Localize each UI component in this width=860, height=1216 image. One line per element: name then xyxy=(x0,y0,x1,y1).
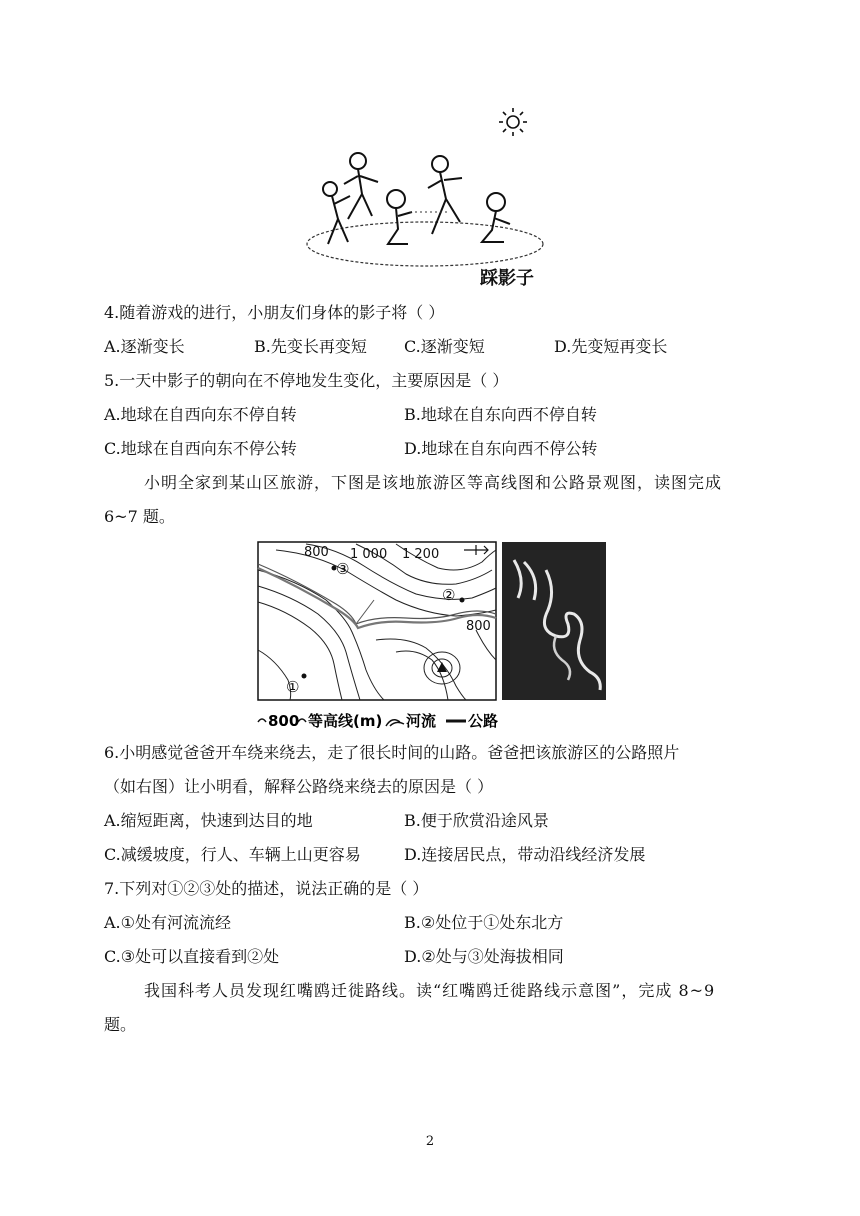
intro-6-7-line1: 小明全家到某山区旅游，下图是该地旅游区等高线图和公路景观图，读图完成 xyxy=(144,473,723,492)
sun-icon xyxy=(499,108,527,136)
q5-option-b[interactable]: B.地球在自东向西不停自转 xyxy=(404,405,597,424)
q7-option-d[interactable]: D.②处与③处海拔相同 xyxy=(404,947,564,966)
child-figures xyxy=(323,153,510,244)
winding-road-photo xyxy=(502,542,606,700)
q4-option-c[interactable]: C.逐渐变短 xyxy=(404,337,485,356)
intro-8-9-line2: 题。 xyxy=(104,1015,137,1034)
contour-label-1200: 1 200 xyxy=(402,547,440,562)
q4-option-b[interactable]: B.先变长再变短 xyxy=(254,337,367,356)
intro-8-9-line1: 我国科考人员发现红嘴鸥迁徙路线。读“红嘴鸥迁徙路线示意图”，完成 8~9 xyxy=(144,981,716,1000)
legend-road: 公路 xyxy=(468,712,499,730)
map-legend xyxy=(258,712,498,730)
q4-option-a[interactable]: A.逐渐变长 xyxy=(104,337,185,356)
q5-option-c[interactable]: C.地球在自西向东不停公转 xyxy=(104,439,297,458)
contour-map-figure xyxy=(256,540,608,736)
q7-option-b[interactable]: B.②处位于①处东北方 xyxy=(404,913,564,932)
q7-stem: 7.下列对①②③处的描述，说法正确的是（ ） xyxy=(104,879,429,898)
figure1-caption: 踩影子 xyxy=(480,268,534,289)
q6-option-b[interactable]: B.便于欣赏沿途风景 xyxy=(404,811,549,830)
point-label-1: ① xyxy=(286,678,300,696)
q6-option-c[interactable]: C.减缓坡度，行人、车辆上山更容易 xyxy=(104,845,361,864)
contour-label-800: 800 xyxy=(304,545,329,560)
contour-label-800-east: 800 xyxy=(466,619,491,634)
legend-contour-text: 等高线(m) xyxy=(308,712,383,730)
intro-6-7-line2: 6~7 题。 xyxy=(104,507,175,526)
q6-option-a[interactable]: A.缩短距离，快速到达目的地 xyxy=(104,811,313,830)
point-label-2: ② xyxy=(442,586,456,604)
q4-stem: 4.随着游戏的进行，小朋友们身体的影子将（ ） xyxy=(104,303,445,322)
q5-option-d[interactable]: D.地球在自东向西不停公转 xyxy=(404,439,598,458)
q5-option-a[interactable]: A.地球在自西向东不停自转 xyxy=(104,405,297,424)
q7-option-c[interactable]: C.③处可以直接看到②处 xyxy=(104,947,280,966)
legend-contour-value: 800 xyxy=(268,712,300,730)
legend-river: 河流 xyxy=(406,712,437,730)
q6-stem-line1: 6.小明感觉爸爸开车绕来绕去，走了很长时间的山路。爸爸把该旅游区的公路照片 xyxy=(104,743,680,762)
shadow-game-figure xyxy=(300,104,560,294)
q7-option-a[interactable]: A.①处有河流流经 xyxy=(104,913,231,932)
q4-option-d[interactable]: D.先变短再变长 xyxy=(554,337,668,356)
contour-label-1000: 1 000 xyxy=(350,547,388,562)
q5-stem: 5.一天中影子的朝向在不停地发生变化，主要原因是（ ） xyxy=(104,371,509,390)
q6-stem-line2: （如右图）让小明看，解释公路绕来绕去的原因是（ ） xyxy=(104,777,494,796)
q6-option-d[interactable]: D.连接居民点，带动沿线经济发展 xyxy=(404,845,646,864)
contour-map-frame xyxy=(258,542,496,700)
page-number: 2 xyxy=(425,1134,435,1149)
point-label-3: ③ xyxy=(336,560,350,578)
